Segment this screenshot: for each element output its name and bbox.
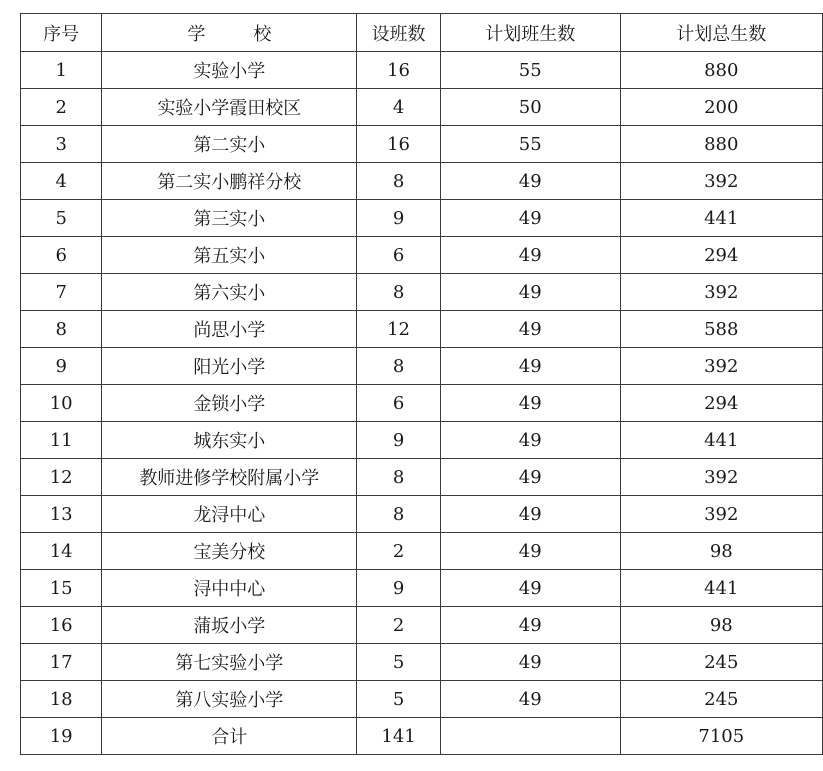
table-row <box>21 533 823 570</box>
cell-index: 15 <box>21 570 102 607</box>
table-header <box>21 14 823 52</box>
table-row <box>21 644 823 681</box>
cell-classes: 6 <box>357 385 441 422</box>
header-row <box>21 14 823 52</box>
table-row <box>21 274 823 311</box>
cell-classes: 2 <box>357 607 441 644</box>
enrollment-plan-table <box>20 13 823 755</box>
table-row <box>21 89 823 126</box>
cell-total: 588 <box>620 311 822 348</box>
cell-per-class: 49 <box>440 570 620 607</box>
cell-school: 实验小学 <box>102 52 357 89</box>
cell-per-class: 49 <box>440 459 620 496</box>
cell-index: 6 <box>21 237 102 274</box>
table-row <box>21 607 823 644</box>
cell-per-class: 49 <box>440 274 620 311</box>
cell-total: 441 <box>620 200 822 237</box>
cell-index: 18 <box>21 681 102 718</box>
cell-classes: 12 <box>357 311 441 348</box>
cell-index: 17 <box>21 644 102 681</box>
cell-classes: 2 <box>357 533 441 570</box>
cell-per-class: 49 <box>440 200 620 237</box>
cell-index: 8 <box>21 311 102 348</box>
header-school-char-2: 校 <box>253 23 272 45</box>
cell-classes: 141 <box>357 718 441 755</box>
cell-school: 尚思小学 <box>102 311 357 348</box>
cell-school: 合计 <box>102 718 357 755</box>
table-row <box>21 126 823 163</box>
cell-per-class: 49 <box>440 311 620 348</box>
cell-classes: 8 <box>357 459 441 496</box>
cell-total: 200 <box>620 89 822 126</box>
table-row <box>21 348 823 385</box>
cell-school: 第七实验小学 <box>102 644 357 681</box>
cell-total: 392 <box>620 163 822 200</box>
cell-school: 第八实验小学 <box>102 681 357 718</box>
cell-school: 城东实小 <box>102 422 357 459</box>
cell-index: 9 <box>21 348 102 385</box>
cell-classes: 8 <box>357 274 441 311</box>
table-row <box>21 52 823 89</box>
cell-school: 龙浔中心 <box>102 496 357 533</box>
cell-total: 441 <box>620 570 822 607</box>
cell-per-class: 49 <box>440 422 620 459</box>
table-row <box>21 422 823 459</box>
table-body <box>21 52 823 755</box>
header-school-char-1: 学 <box>187 23 206 45</box>
cell-classes: 5 <box>357 644 441 681</box>
table-row <box>21 311 823 348</box>
cell-total: 880 <box>620 52 822 89</box>
cell-school: 第二实小鹏祥分校 <box>102 163 357 200</box>
cell-per-class: 49 <box>440 533 620 570</box>
cell-index: 13 <box>21 496 102 533</box>
cell-classes: 9 <box>357 570 441 607</box>
cell-total: 245 <box>620 681 822 718</box>
cell-classes: 5 <box>357 681 441 718</box>
cell-per-class: 49 <box>440 163 620 200</box>
cell-classes: 8 <box>357 496 441 533</box>
cell-index: 11 <box>21 422 102 459</box>
cell-index: 5 <box>21 200 102 237</box>
cell-total: 294 <box>620 385 822 422</box>
cell-index: 12 <box>21 459 102 496</box>
cell-classes: 6 <box>357 237 441 274</box>
cell-per-class: 55 <box>440 126 620 163</box>
cell-school: 宝美分校 <box>102 533 357 570</box>
cell-school: 第二实小 <box>102 126 357 163</box>
cell-total: 392 <box>620 459 822 496</box>
cell-per-class: 49 <box>440 607 620 644</box>
cell-total: 294 <box>620 237 822 274</box>
cell-per-class <box>440 718 620 755</box>
cell-total: 98 <box>620 533 822 570</box>
cell-index: 16 <box>21 607 102 644</box>
cell-school: 实验小学霞田校区 <box>102 89 357 126</box>
cell-index: 7 <box>21 274 102 311</box>
cell-school: 第五实小 <box>102 237 357 274</box>
cell-school: 金锁小学 <box>102 385 357 422</box>
table-row <box>21 385 823 422</box>
cell-total: 245 <box>620 644 822 681</box>
cell-per-class: 55 <box>440 52 620 89</box>
cell-classes: 9 <box>357 422 441 459</box>
header-total: 计划总生数 <box>620 14 822 52</box>
header-index: 序号 <box>21 14 102 52</box>
cell-school: 教师进修学校附属小学 <box>102 459 357 496</box>
cell-per-class: 49 <box>440 237 620 274</box>
cell-classes: 16 <box>357 126 441 163</box>
table-row <box>21 200 823 237</box>
cell-school: 第三实小 <box>102 200 357 237</box>
total-row <box>21 718 823 755</box>
cell-index: 19 <box>21 718 102 755</box>
table-row <box>21 570 823 607</box>
cell-total: 392 <box>620 274 822 311</box>
cell-classes: 16 <box>357 52 441 89</box>
cell-index: 3 <box>21 126 102 163</box>
cell-index: 4 <box>21 163 102 200</box>
cell-total: 98 <box>620 607 822 644</box>
cell-index: 14 <box>21 533 102 570</box>
cell-total: 441 <box>620 422 822 459</box>
cell-per-class: 49 <box>440 348 620 385</box>
cell-index: 1 <box>21 52 102 89</box>
cell-index: 2 <box>21 89 102 126</box>
header-school <box>102 14 357 52</box>
cell-classes: 4 <box>357 89 441 126</box>
cell-classes: 8 <box>357 163 441 200</box>
cell-total: 880 <box>620 126 822 163</box>
cell-index: 10 <box>21 385 102 422</box>
cell-school: 第六实小 <box>102 274 357 311</box>
cell-per-class: 50 <box>440 89 620 126</box>
header-per-class: 计划班生数 <box>440 14 620 52</box>
cell-total: 7105 <box>620 718 822 755</box>
table-row <box>21 237 823 274</box>
cell-per-class: 49 <box>440 385 620 422</box>
table-row <box>21 459 823 496</box>
cell-per-class: 49 <box>440 681 620 718</box>
cell-total: 392 <box>620 496 822 533</box>
cell-school: 阳光小学 <box>102 348 357 385</box>
header-classes: 设班数 <box>357 14 441 52</box>
table-row <box>21 681 823 718</box>
cell-per-class: 49 <box>440 496 620 533</box>
cell-classes: 9 <box>357 200 441 237</box>
cell-total: 392 <box>620 348 822 385</box>
cell-school: 蒲坂小学 <box>102 607 357 644</box>
cell-school: 浔中中心 <box>102 570 357 607</box>
table-row <box>21 496 823 533</box>
table-row <box>21 163 823 200</box>
cell-classes: 8 <box>357 348 441 385</box>
cell-per-class: 49 <box>440 644 620 681</box>
